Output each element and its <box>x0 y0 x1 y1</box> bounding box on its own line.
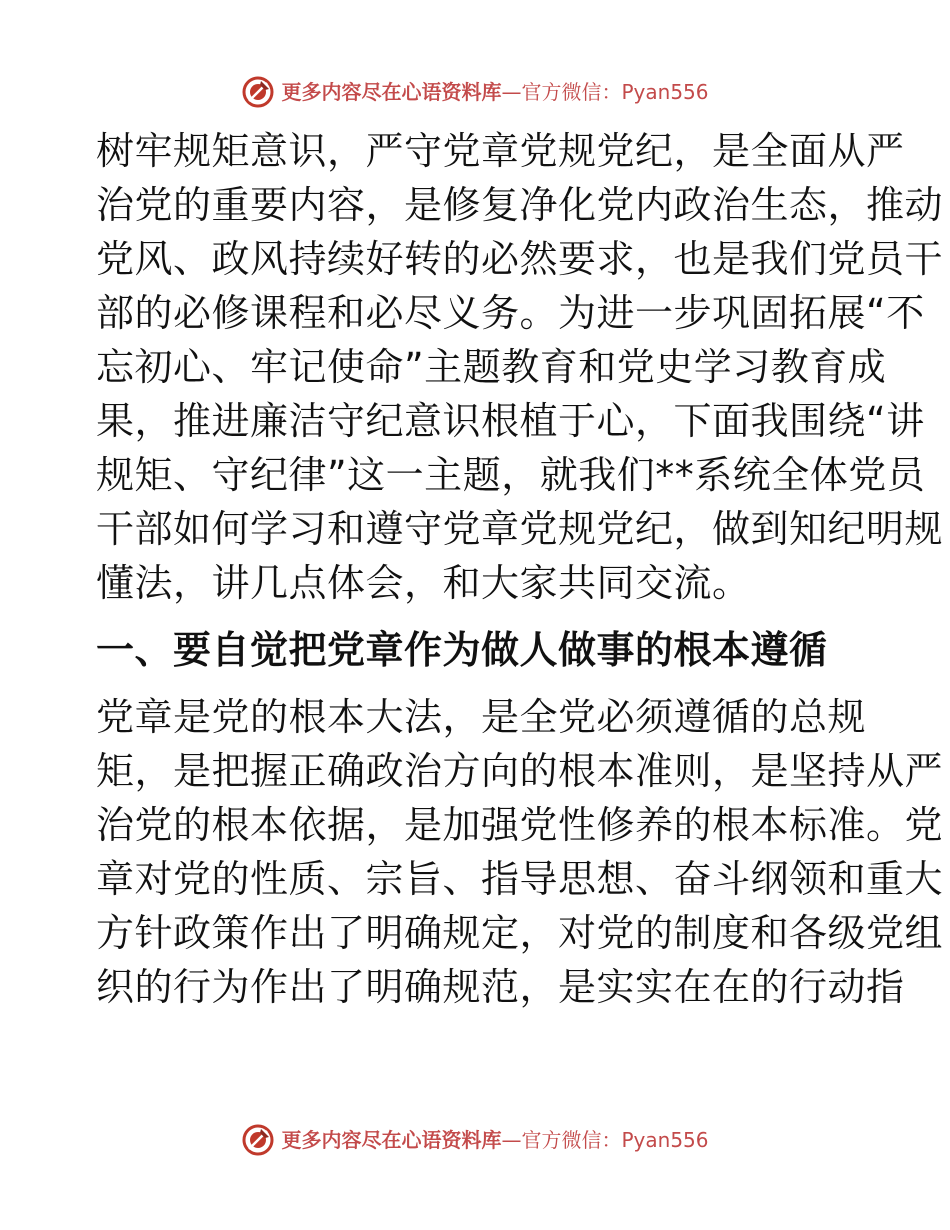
brand-logo-icon <box>241 1123 275 1157</box>
paragraph-intro <box>96 124 944 610</box>
text-line: 规矩、守纪律”这一主题，就我们**系统全体党员 <box>96 453 926 497</box>
text-line: 章对党的性质、宗旨、指导思想、奋斗纲领和重大 <box>96 857 944 901</box>
watermark-wechat-id: Pyan556 <box>621 1128 709 1152</box>
paragraph-section-1 <box>96 690 944 1014</box>
text-line: 党风、政风持续好转的必然要求，也是我们党员干 <box>96 237 944 281</box>
watermark-suffix: 官方微信： <box>521 80 622 104</box>
footer-watermark <box>0 1120 950 1160</box>
text-line: 织的行为作出了明确规范，是实实在在的行动指 <box>96 965 905 1009</box>
watermark-suffix: 官方微信： <box>521 1128 622 1152</box>
text-line: 矩，是把握正确政治方向的根本准则，是坚持从严 <box>96 749 944 793</box>
section-heading: 一、要自觉把党章作为做人做事的根本遵循 <box>96 628 828 672</box>
text-line: 党章是党的根本大法，是全党必须遵循的总规 <box>96 695 867 739</box>
spacer <box>96 677 856 690</box>
watermark-dash: — <box>501 1128 522 1152</box>
text-line: 懂法，讲几点体会，和大家共同交流。 <box>96 561 751 605</box>
watermark-wechat-id: Pyan556 <box>621 80 709 104</box>
document-body <box>96 124 944 1014</box>
text-line: 忘初心、牢记使命”主题教育和党史学习教育成 <box>96 345 887 389</box>
text-line: 部的必修课程和必尽义务。为进一步巩固拓展“不 <box>96 291 925 335</box>
text-line: 干部如何学习和遵守党章党规党纪，做到知纪明规 <box>96 507 944 551</box>
text-line: 治党的重要内容，是修复净化党内政治生态，推动 <box>96 183 944 227</box>
text-line: 果，推进廉洁守纪意识根植于心，下面我围绕“讲 <box>96 399 925 443</box>
header-watermark <box>0 72 950 112</box>
watermark-brand: 更多内容尽在心语资料库 <box>281 80 502 104</box>
watermark-dash: — <box>501 80 522 104</box>
brand-logo-icon <box>241 75 275 109</box>
text-line: 树牢规矩意识，严守党章党规党纪，是全面从严 <box>96 129 905 173</box>
text-line: 治党的根本依据，是加强党性修养的根本标准。党 <box>96 803 944 847</box>
spacer <box>96 610 856 623</box>
watermark-text <box>281 1130 708 1150</box>
text-line: 方针政策作出了明确规定，对党的制度和各级党组 <box>96 911 944 955</box>
watermark-brand: 更多内容尽在心语资料库 <box>281 1128 502 1152</box>
watermark-text <box>281 82 708 102</box>
